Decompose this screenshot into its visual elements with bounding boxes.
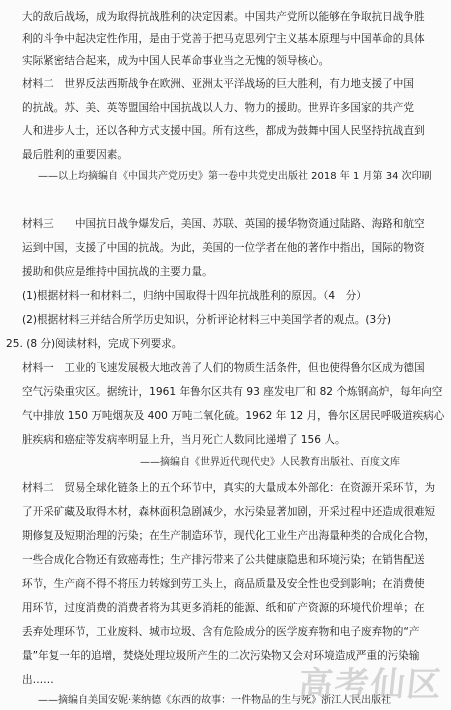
- watermark-logo: 高考仙区: [296, 665, 445, 705]
- text-line: 量”年复一年的追增，焚烧处理垃圾所产生的二次污染物又会对环境造成严重的污染输: [22, 650, 420, 662]
- text-line: 利的斗争中起决定性作用，是由于党善于把马克思列宁主义基本原理与中国革命的具体: [22, 33, 425, 45]
- text-line: 援助和供应是维持中国抗战的主要力量。: [22, 266, 213, 278]
- text-line: 最后胜利的重要因素。: [22, 149, 128, 161]
- text-line: 脏疾病和癌症等发病率明显上升，当月死亡人数同比递增了 156 人。: [22, 434, 346, 446]
- text-line: 丢弃处理环节，工业废料、城市垃圾、含有危险成分的医学废弃物和电子废弃物的“产: [22, 626, 420, 638]
- text-line: 大的敌后战场，成为取得抗战胜利的决定因素。中国共产党所以能够在争取抗日战争胜: [22, 11, 425, 23]
- text-line: 的抗战。苏、美、英等盟国给中国抗战以人力、物力的援助。世界许多国家的共产党: [22, 102, 414, 114]
- text-line: 运到中国，支援了中国的抗战。为此，美国的一位学者在他的著作中指出，国际的物资: [22, 242, 425, 254]
- question-item: (2)根据材料三并结合所学历史知识，分析评论材料三中美国学者的观点。(3分): [22, 314, 392, 326]
- text-line: 材料二 贸易全球化链条上的五个环节中，真实的大量成本外部化：在资源开采环节，为: [22, 482, 436, 494]
- text-line: 空气污染重灾区。据统计，1961 年鲁尔区共有 93 座发电厂和 82 个炼钢高炉，每年向空: [22, 386, 443, 398]
- text-line: 环节，生产商不得不将压力转嫁到劳工头上，商品质量及安全性也受到影响；在消费使: [22, 578, 425, 590]
- text-line: 材料一 工业的飞速发展极大地改善了人们的物质生活条件，但也使得鲁尔区成为德国: [22, 362, 425, 374]
- text-line: 出……: [22, 674, 54, 686]
- text-line: 一些合成化合物还有致癌毒性；生产排污带来了公共健康隐患和环境污染；在销售配送: [22, 554, 425, 566]
- text-line: 材料三 中国抗日战争爆发后，美国、苏联、英国的援华物资通过陆路、海路和航空: [22, 218, 425, 230]
- text-line: 实际紧密结合起来，成为中国人民革命事业当之无愧的领导核心。: [22, 55, 330, 67]
- source-citation: ——以上均摘编自《中国共产党历史》第一卷中共党史出版社 2018 年 1 月第 34 次印刷: [38, 171, 432, 182]
- question-heading: 25. (8 分)阅读材料，完成下列要求。: [6, 338, 183, 350]
- text-line: 材料二 世界反法西斯战争在欧洲、亚洲太平洋战场的巨大胜利，有力地支援了中国: [22, 78, 414, 90]
- source-citation: ——摘编自美国安妮·莱纳德《东西的故事：一件物品的生与死》浙江人民出版社: [38, 695, 392, 706]
- text-line: 人和进步人士，还以各种方式支援中国。所有这些，都成为鼓舞中国人民坚持抗战直到: [22, 125, 425, 137]
- question-item: (1)根据材料一和材料二，归纳中国取得十四年抗战胜利的原因。（4 分）: [22, 290, 367, 302]
- text-line: 了开采矿藏及取得木材，森林面积急剧减少，水污染显著加剧，开采过程中还造成很难短: [22, 506, 436, 518]
- source-citation: ——摘编自《世界近代现代史》人民教育出版社、百度文库: [140, 457, 400, 468]
- text-line: 期修复及短期治理的污染；在生产制造环节，现代化工业生产出海量种类的合成化合物，: [22, 530, 436, 542]
- text-line: 气中排放 150 万吨烟灰及 400 万吨二氧化硫。1962 年 12 月，鲁尔区居民呼吸道疾病心: [22, 410, 445, 422]
- text-line: 用环节，过度消费的消费者将为其更多消耗的能源、纸和矿产资源的环境代价埋单；在: [22, 602, 425, 614]
